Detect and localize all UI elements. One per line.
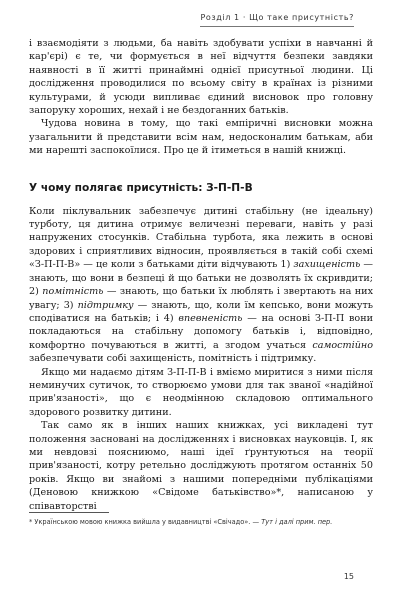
paragraph: і взаємодіяти з людьми, ба навіть здобувати успіхи в навчанні й кар'єрі) є те, чи формується в неї відчуття безпеки завдяки наявності в її житті принаймні однієї присутньої людини. Ці дослідження проводилися по всьому світу в країнах із різними культурами, й усюди випливає єдиний висновок про головну запоруку хороших, нехай і не бездоганних батьків. (29, 38, 373, 117)
footnote-divider (29, 512, 109, 513)
paragraph-text: — знають, що батьки їх люблять і звертають на них увагу; 3) (29, 286, 373, 311)
term-emphasis: підтримку (77, 299, 134, 311)
term-emphasis: помітність (42, 286, 104, 298)
term-emphasis: самостійно (312, 339, 373, 351)
body-text (29, 37, 373, 513)
running-head: Розділ 1 · Що таке присутність? (200, 13, 354, 27)
paragraph (29, 205, 373, 366)
paragraph: Чудова новина в тому, що такі емпіричні висновки можна узагальнити й представити всім нам, недосконалим батькам, аби ми нарешті заспокоїлися. Про це й ітиметься в нашій книжці. (29, 118, 373, 157)
paragraph-text: Коли піклувальник забезпечує дитині стабільну (не ідеальну) турботу, ця дитина отримує величезні переваги, навіть у разі напружених стосунків. Стабільна турбота, яка лежить в основі здорових і сприятливих відносин, проявляється в такій собі схемі «З-П-П-В» — це коли з батьками діти відчувають 1) (29, 205, 373, 271)
paragraph-text: — знають, що вони в безпеці й що батьки не дозволять їх скривдити; 2) (29, 259, 373, 298)
paragraph-text: забезпечувати собі захищеність, помітність і підтримку. (29, 353, 317, 365)
footnote-emphasis: Тут і далі прим. пер. (261, 518, 333, 526)
section-heading: У чому полягає присутність: З-П-П-В (29, 181, 253, 194)
paragraph: Так само як в інших наших книжках, усі викладені тут положення засновані на дослідженнях і висновках науковців. І, як ми невдовзі поясниюмо, наші ідеї ґрунтуються на теорії прив'язаності, котру ретельно досліджують протягом останніх 50 років. Якщо ви знайомі з нашими попередніми публікаціями (Деновою книжкою «Свідоме батьківство»*, написаною у співавторстві (29, 420, 373, 512)
term-emphasis: впевненість (178, 312, 243, 324)
paragraph-text: — знають, що, коли їм кепсько, вони можуть сподіватися на батьків; і 4) (29, 299, 373, 324)
paragraph: Якщо ми надаємо дітям З-П-П-В і вміємо миритися з ними після неминучих сутичок, то створюємо умови для так званої «надійної прив'язаності», що є неодмінною складовою оптимального здорового розвитку дитини. (29, 366, 373, 418)
page-number: 15 (343, 572, 354, 581)
footnote-text: * Українською мовою книжка вийшла у видавництві «Свічадо». — (29, 518, 262, 526)
paragraph-text: — на основі З-П-П вони покладаються на стабільну допомогу батьків і, відповідно, комфортно почуваються в житті, а згодом учаться (29, 312, 373, 351)
footnote (29, 518, 374, 527)
term-emphasis: захищеність (293, 259, 361, 271)
